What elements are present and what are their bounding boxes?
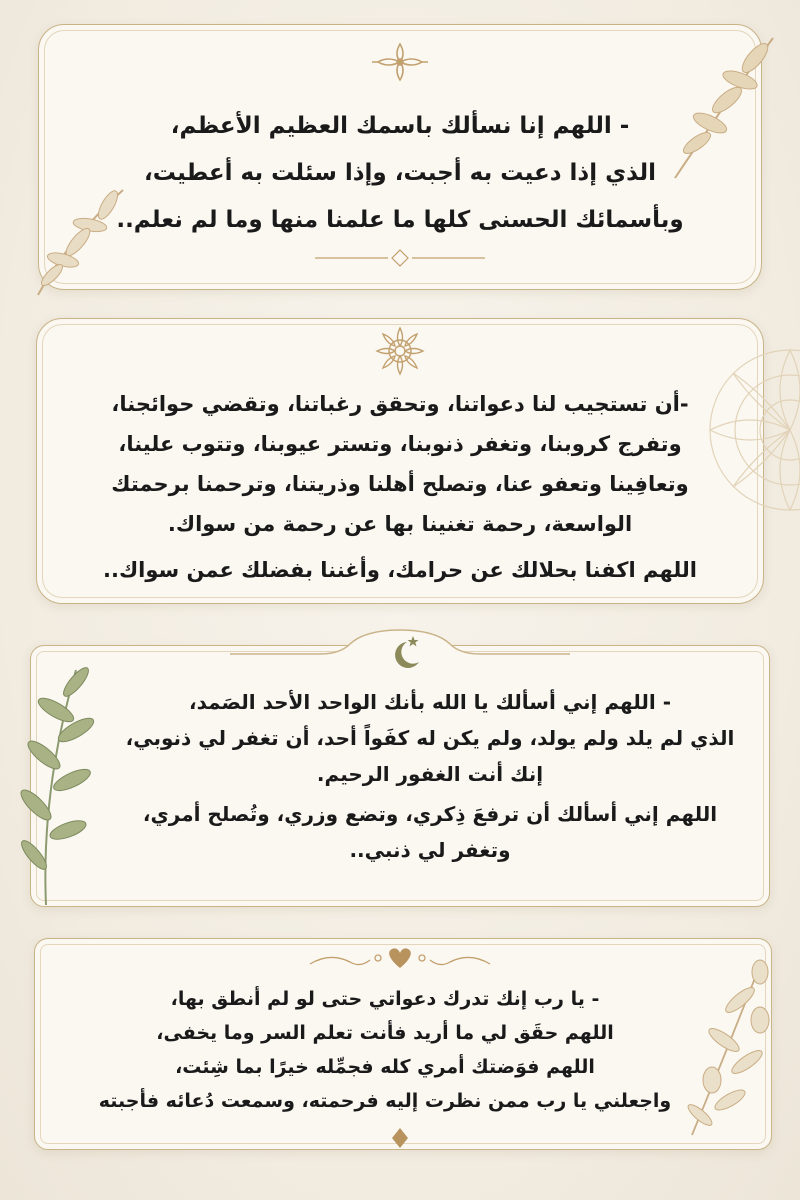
dua-line: وتفرج كروبنا، وتغفر ذنوبنا، وتستر عيوبنا، وتتوب علينا،: [118, 432, 682, 456]
floral-medallion-icon: [370, 40, 430, 84]
dua-line: وبأسمائك الحسنى كلها ما علمنا منها وما لم نعلم..: [116, 207, 684, 233]
dua-line: -أن تستجيب لنا دعواتنا، وتحقق رغباتنا، وتقضي حوائجنا،: [111, 392, 689, 416]
dua-line: إنك أنت الغفور الرحيم.: [316, 762, 544, 786]
crescent-star-icon: [387, 632, 423, 672]
dua-text-1: [80, 103, 720, 244]
dua-text-4: [80, 982, 690, 1118]
dua-line: اللهم اكفنا بحلالك عن حرامك، وأغننا بفضلك عمن سواك..: [102, 558, 698, 582]
diamond-divider-icon: [310, 248, 490, 268]
dua-text-2: [62, 384, 738, 590]
dua-line: - اللهم إني أسألك يا الله بأنك الواحد الأحد الصَمد،: [188, 690, 672, 714]
dua-line: اللهم إني أسألك أن ترفعَ ذِكري، وتضع وزري، وتُصلح أمري،: [142, 802, 718, 826]
dua-line: وتعافِينا وتعفو عنا، وتصلح أهلنا وذريتنا، وترحمنا برحمتك: [111, 472, 689, 496]
dua-line: الذي إذا دعيت به أجبت، وإذا سئلت به أعطيت،: [144, 160, 656, 186]
dua-line: اللهم حقَق لي ما أريد فأنت تعلم السر وما يخفى،: [156, 1022, 614, 1044]
dua-line: - اللهم إنا نسألك باسمك العظيم الأعظم،: [170, 113, 630, 139]
dua-line: الواسعة، رحمة تغنينا بها عن رحمة من سواك.: [167, 512, 633, 536]
dua-text-3: [110, 684, 750, 868]
dua-line: اللهم فوَضتك أمري كله فجمِّله خيرًا بما شِئت،: [175, 1056, 595, 1078]
olive-branch-icon: [6, 660, 96, 910]
dua-line: واجعلني يا رب ممن نظرت إليه فرحمته، وسمعت دُعائه فأجبته: [98, 1090, 672, 1112]
dua-line: وتغفر لي ذنبي..: [349, 838, 511, 862]
lotus-mandala-icon: [375, 326, 425, 376]
diamond-ornament-icon: [390, 1126, 410, 1150]
heart-scroll-icon: [300, 944, 500, 974]
dua-line: الذي لم يلد ولم يولد، ولم يكن له كفَواً أحد، أن تغفر لي ذنوبي،: [125, 726, 735, 750]
dua-line: - يا رب إنك تدرك دعواتي حتى لو لم أنطق بها،: [170, 988, 600, 1010]
